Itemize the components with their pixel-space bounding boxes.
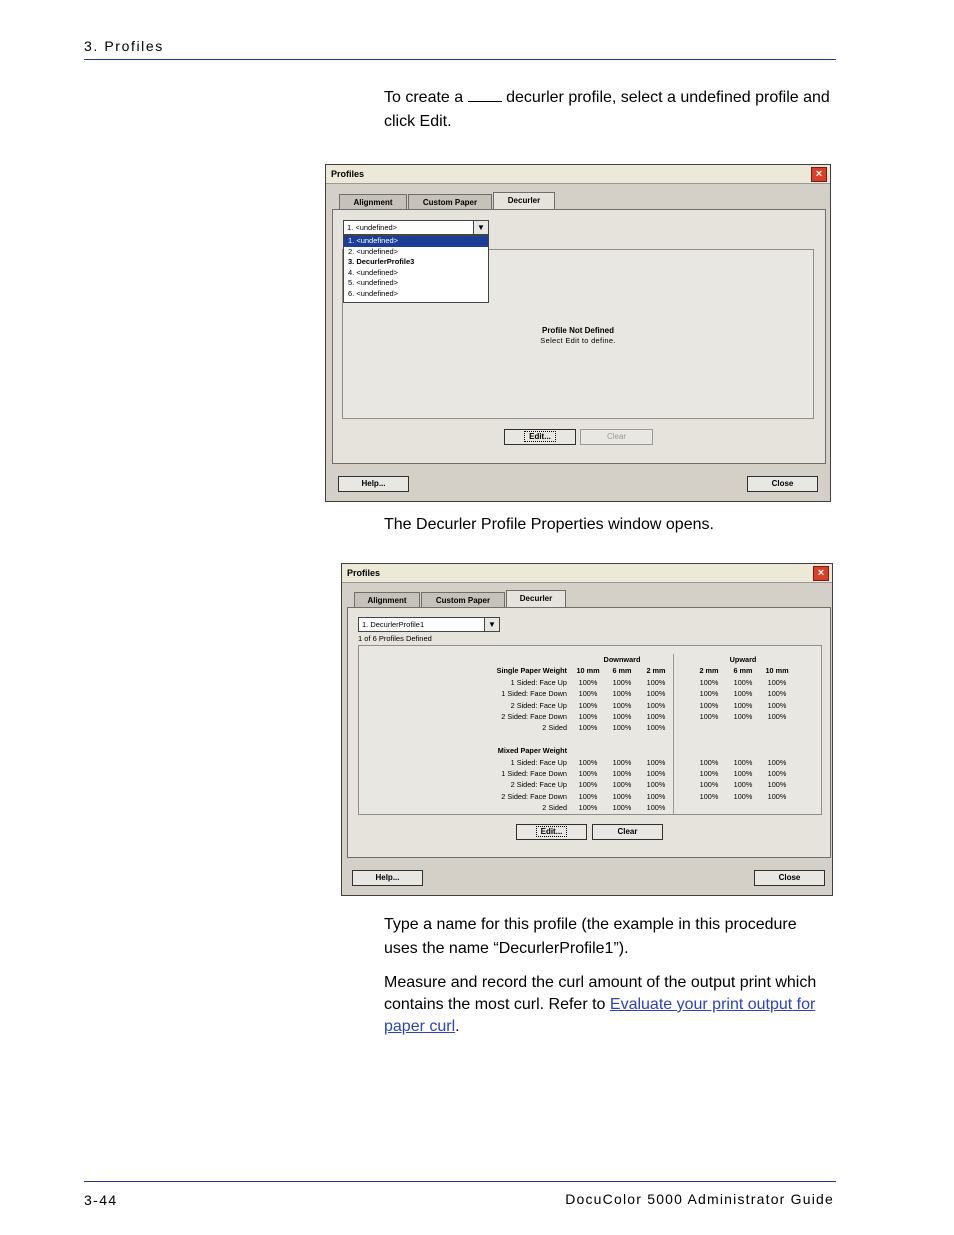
table-row <box>359 768 794 779</box>
row-label: 2 Sided: Face Down <box>501 712 567 722</box>
chevron-down-icon[interactable]: ▼ <box>473 221 488 234</box>
down-value: 100% <box>612 791 632 801</box>
up-value: 100% <box>733 757 753 767</box>
single-weight-label: Single Paper Weight <box>496 666 567 676</box>
up-value: 100% <box>733 689 753 699</box>
table-row <box>359 711 794 722</box>
intro-after: decurler profile, select a undefined profile and click Edit. <box>384 89 830 130</box>
down-value: 100% <box>578 791 598 801</box>
dropdown-option[interactable]: 4. <undefined> <box>348 267 399 277</box>
downward-header: Downward <box>603 655 641 664</box>
header-rule <box>84 59 836 60</box>
dialog-title-bar <box>342 564 832 583</box>
close-button[interactable]: Close <box>747 476 818 492</box>
para-measure-text: Measure and record the curl amount of the output print which contains the most curl. Refer to <box>384 974 817 1013</box>
table-row <box>359 757 794 768</box>
profile-select-value: 1. <undefined> <box>347 223 398 232</box>
down-value: 100% <box>578 780 598 790</box>
up-value: 100% <box>699 700 719 710</box>
profiles-dialog-undefined <box>325 164 831 502</box>
row-label: 2 Sided <box>542 803 567 813</box>
intro-text <box>384 86 834 134</box>
down-value: 100% <box>612 780 632 790</box>
down-value: 100% <box>646 677 666 687</box>
page-number: 3-44 <box>84 1192 118 1208</box>
tab-alignment[interactable]: Alignment <box>339 194 407 209</box>
down-value: 100% <box>646 791 666 801</box>
up-value <box>726 722 760 733</box>
row-label: 1 Sided: Face Down <box>501 769 567 779</box>
table-row <box>359 791 794 802</box>
message-title: Profile Not Defined <box>541 326 614 335</box>
dialog-title: Profiles <box>331 169 365 179</box>
col-header: 10 mm <box>765 666 789 676</box>
down-value: 100% <box>612 712 632 722</box>
caption-properties-opens: The Decurler Profile Properties window opens. <box>384 516 714 533</box>
up-value: 100% <box>767 769 787 779</box>
decurler-properties-table <box>359 654 794 814</box>
down-value: 100% <box>646 769 666 779</box>
down-value: 100% <box>612 700 632 710</box>
up-value <box>726 802 760 813</box>
tab-decurler[interactable]: Decurler <box>506 590 566 607</box>
up-value: 100% <box>699 769 719 779</box>
up-value: 100% <box>767 700 787 710</box>
up-value: 100% <box>767 757 787 767</box>
table-row <box>359 779 794 790</box>
up-value: 100% <box>767 689 787 699</box>
down-value: 100% <box>646 803 666 813</box>
down-value: 100% <box>646 757 666 767</box>
down-value: 100% <box>646 780 666 790</box>
up-value <box>760 722 794 733</box>
decurler-panel <box>347 607 831 858</box>
para-type-name: Type a name for this profile (the example in this procedure uses the name “DecurlerProfile1”). <box>384 916 797 957</box>
properties-table-area <box>358 645 822 815</box>
up-value: 100% <box>699 689 719 699</box>
close-button[interactable]: Close <box>754 870 825 886</box>
down-value: 100% <box>578 700 598 710</box>
dropdown-option[interactable]: 1. <undefined> <box>344 236 488 247</box>
up-value: 100% <box>699 780 719 790</box>
table-row <box>359 688 794 699</box>
up-value: 100% <box>699 712 719 722</box>
tab-decurler[interactable]: Decurler <box>493 192 555 209</box>
down-value: 100% <box>646 723 666 733</box>
dropdown-option[interactable]: 6. <undefined> <box>348 288 399 298</box>
up-value: 100% <box>733 700 753 710</box>
edit-button-label: Edit... <box>525 432 555 441</box>
down-value: 100% <box>578 769 598 779</box>
message-sub: Select Edit to define. <box>540 336 616 345</box>
down-value: 100% <box>612 757 632 767</box>
edit-button[interactable] <box>504 429 576 445</box>
row-label: 1 Sided: Face Up <box>510 677 567 687</box>
profile-select[interactable] <box>358 617 500 632</box>
up-value: 100% <box>767 780 787 790</box>
up-value: 100% <box>767 677 787 687</box>
dialog-title: Profiles <box>347 568 381 578</box>
down-value: 100% <box>578 689 598 699</box>
table-row <box>359 722 794 733</box>
para-measure-curl <box>384 972 834 1038</box>
blank-underline <box>468 87 502 102</box>
chevron-down-icon[interactable]: ▼ <box>484 618 499 631</box>
tab-custom-paper[interactable]: Custom Paper <box>408 194 492 209</box>
help-button[interactable]: Help... <box>338 476 409 492</box>
section-header: 3. Profiles <box>84 38 164 54</box>
col-header: 2 mm <box>699 666 719 676</box>
dialog-title-bar <box>326 165 830 184</box>
row-label: 1 Sided: Face Up <box>510 757 567 767</box>
up-value: 100% <box>699 677 719 687</box>
down-value: 100% <box>646 689 666 699</box>
down-value: 100% <box>612 723 632 733</box>
table-row <box>359 700 794 711</box>
footer-rule <box>84 1181 836 1182</box>
evaluate-curl-link[interactable]: Evaluate your print output for paper curl <box>384 996 816 1035</box>
edit-button[interactable] <box>516 824 587 840</box>
up-value: 100% <box>733 769 753 779</box>
up-value <box>692 802 726 813</box>
up-value: 100% <box>767 791 787 801</box>
down-value: 100% <box>646 712 666 722</box>
col-header: 6 mm <box>733 666 753 676</box>
para-end: . <box>455 1018 460 1035</box>
row-label: 2 Sided <box>542 723 567 733</box>
help-button[interactable]: Help... <box>352 870 423 886</box>
down-value: 100% <box>578 757 598 767</box>
row-label: 2 Sided: Face Down <box>501 791 567 801</box>
tab-alignment[interactable]: Alignment <box>354 592 420 607</box>
down-value: 100% <box>578 712 598 722</box>
down-value: 100% <box>612 803 632 813</box>
dropdown-option[interactable]: 5. <undefined> <box>348 278 399 288</box>
down-value: 100% <box>578 723 598 733</box>
clear-button[interactable]: Clear <box>580 429 653 445</box>
up-value: 100% <box>733 712 753 722</box>
profile-select[interactable] <box>343 220 489 235</box>
up-value: 100% <box>733 791 753 801</box>
up-value: 100% <box>733 780 753 790</box>
close-icon[interactable]: × <box>811 167 827 182</box>
down-value: 100% <box>612 677 632 687</box>
table-row <box>359 677 794 688</box>
col-header: 6 mm <box>612 666 632 676</box>
down-value: 100% <box>578 803 598 813</box>
guide-title: DocuColor 5000 Administrator Guide <box>565 1191 834 1207</box>
down-value: 100% <box>578 677 598 687</box>
dropdown-option[interactable]: 3. DecurlerProfile3 <box>348 257 415 267</box>
up-value: 100% <box>699 791 719 801</box>
down-value: 100% <box>646 700 666 710</box>
up-value <box>760 802 794 813</box>
row-label: 2 Sided: Face Up <box>510 780 567 790</box>
close-icon[interactable]: × <box>813 566 829 581</box>
profile-dropdown-list <box>343 235 489 303</box>
mixed-weight-label: Mixed Paper Weight <box>497 746 567 756</box>
clear-button[interactable]: Clear <box>592 824 663 840</box>
edit-button-label: Edit... <box>537 827 567 836</box>
intro-before: To create a <box>384 89 464 106</box>
up-value: 100% <box>733 677 753 687</box>
col-header: 10 mm <box>576 666 600 676</box>
down-value: 100% <box>612 769 632 779</box>
decurler-panel <box>332 209 826 464</box>
down-value: 100% <box>612 689 632 699</box>
up-value: 100% <box>699 757 719 767</box>
tab-custom-paper[interactable]: Custom Paper <box>421 592 505 607</box>
row-label: 2 Sided: Face Up <box>510 700 567 710</box>
profiles-count: 1 of 6 Profiles Defined <box>358 634 432 643</box>
table-row <box>359 802 794 813</box>
up-value <box>692 722 726 733</box>
up-value: 100% <box>767 712 787 722</box>
dropdown-option[interactable]: 2. <undefined> <box>348 246 399 256</box>
profile-select-value: 1. DecurlerProfile1 <box>362 620 425 629</box>
row-label: 1 Sided: Face Down <box>501 689 567 699</box>
profiles-dialog-properties <box>341 563 833 896</box>
col-header: 2 mm <box>646 666 666 676</box>
upward-header: Upward <box>729 655 757 664</box>
